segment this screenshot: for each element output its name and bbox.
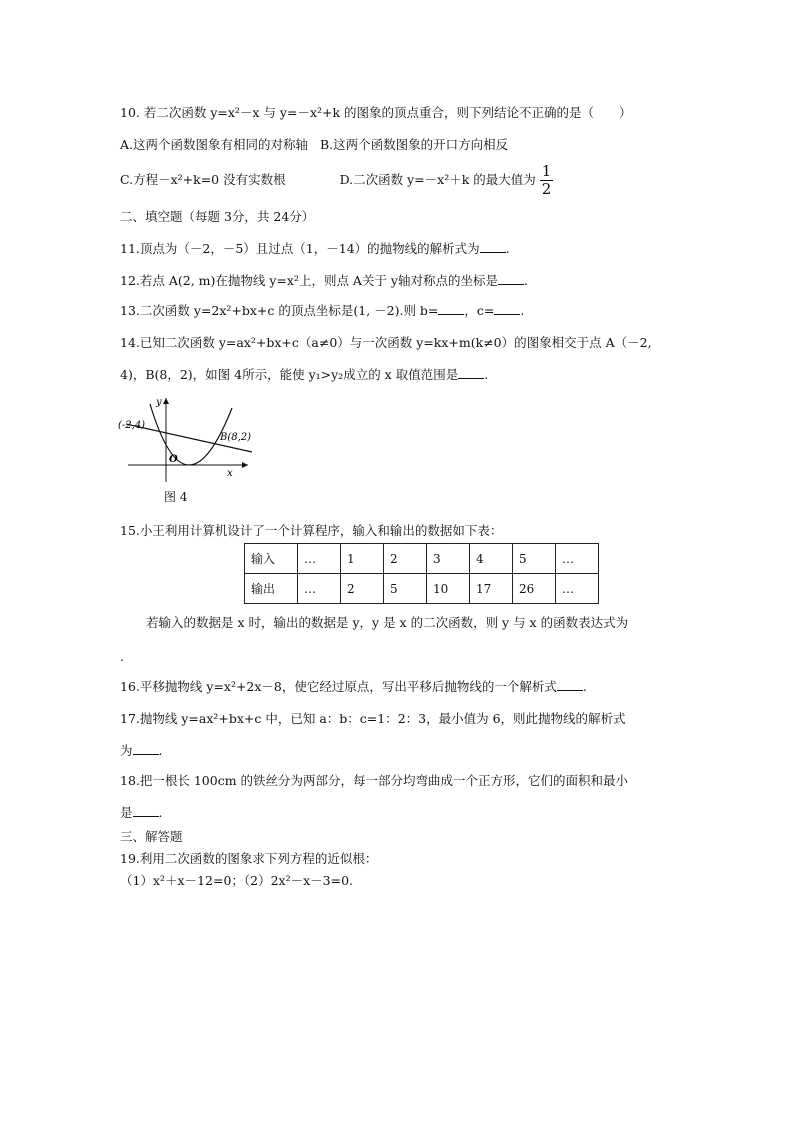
option-d: D.二次函数 y=－x²＋k 的最大值为 — [339, 172, 536, 187]
label-y-axis: y — [156, 397, 162, 408]
option-c: C.方程－x²+k=0 没有实数根 — [120, 172, 286, 187]
option-a: A.这两个函数图象有相同的对称轴 — [120, 137, 309, 152]
table-cell: 26 — [513, 574, 556, 604]
question-13: 13.二次函数 y=2x²+bx+c 的顶点坐标是(1, －2).则 b= ，c= . — [120, 303, 525, 318]
table-cell: 2 — [341, 574, 384, 604]
table-cell: … — [298, 544, 341, 574]
question-15-text: 若输入的数据是 x 时，输出的数据是 y，y 是 x 的二次函数，则 y 与 x 的函数表达式为 — [146, 615, 629, 630]
question-14-line1: 14.已知二次函数 y=ax²+bx+c（a≠0）与一次函数 y=kx+m(k≠0）的图象相交于点 A（－2, — [120, 335, 652, 350]
question-16: 16.平移抛物线 y=x²+2x－8，使它经过原点，写出平移后抛物线的一个解析式 . — [120, 679, 587, 694]
question-15-end: . — [120, 649, 124, 664]
table-cell: … — [298, 574, 341, 604]
label-point-b: B(8,2) — [220, 432, 252, 443]
label-x-axis: x — [227, 468, 233, 479]
table-cell: … — [556, 574, 599, 604]
question-11: 11.顶点为（－2，－5）且过点（1，－14）的抛物线的解析式为 . — [120, 241, 510, 256]
question-10-options-ab — [120, 136, 508, 154]
section-2-heading: 二、填空题（每题 3分，共 24分） — [120, 209, 315, 224]
question-18-line1: 18.把一根长 100cm 的铁丝分为两部分，每一部分均弯曲成一个正方形，它们的面积和最小 — [120, 773, 629, 788]
table-cell: 3 — [427, 544, 470, 574]
question-10-stem: 10. 若二次函数 y=x²－x 与 y=－x²+k 的图象的顶点重合，则下列结论不正确的是（ ） — [120, 105, 632, 120]
table-cell: 输出 — [245, 574, 298, 604]
table-cell: 10 — [427, 574, 470, 604]
fraction-one-half: $\frac{1}{2}$ — [541, 162, 552, 198]
table-cell: 5 — [513, 544, 556, 574]
question-10-options-cd — [120, 163, 553, 198]
figure-4-graph — [116, 394, 256, 486]
section-3-heading: 三、解答题 — [120, 829, 183, 844]
table-row — [245, 574, 599, 604]
x-axis-arrow — [242, 462, 248, 468]
figure-4-caption: 图 4 — [164, 490, 188, 504]
table-cell: 1 — [341, 544, 384, 574]
table-cell: 输入 — [245, 544, 298, 574]
table-row — [245, 544, 599, 574]
table-cell: 4 — [470, 544, 513, 574]
label-origin: O — [169, 454, 178, 465]
question-19-stem: 19.利用二次函数的图象求下列方程的近似根： — [120, 851, 378, 866]
table-cell: 2 — [384, 544, 427, 574]
y-axis-arrow — [163, 398, 169, 404]
question-17-line2: 为 . — [120, 743, 163, 758]
question-15-intro: 15.小王利用计算机设计了一个计算程序，输入和输出的数据如下表： — [120, 523, 503, 538]
table-cell: 5 — [384, 574, 427, 604]
table-cell: … — [556, 544, 599, 574]
question-12: 12.若点 A(2, m)在抛物线 y=x²上，则点 A关于 y轴对称点的坐标是 . — [120, 273, 528, 288]
table-cell: 17 — [470, 574, 513, 604]
option-b: B.这两个函数图象的开口方向相反 — [320, 137, 509, 152]
question-17-line1: 17.抛物线 y=ax²+bx+c 中，已知 a：b：c=1：2：3，最小值为 6，则此抛物线的解析式 — [120, 711, 626, 726]
question-18-line2: 是 . — [120, 805, 163, 820]
input-output-table — [244, 543, 599, 604]
label-point-a: (-2,4) — [118, 420, 146, 431]
question-19-parts: （1）x²＋x－12=0；（2）2x²－x－3=0. — [120, 873, 354, 888]
question-14-line2: 4)，B(8，2)，如图 4所示，能使 y₁>y₂成立的 x 取值范围是 . — [120, 367, 489, 382]
